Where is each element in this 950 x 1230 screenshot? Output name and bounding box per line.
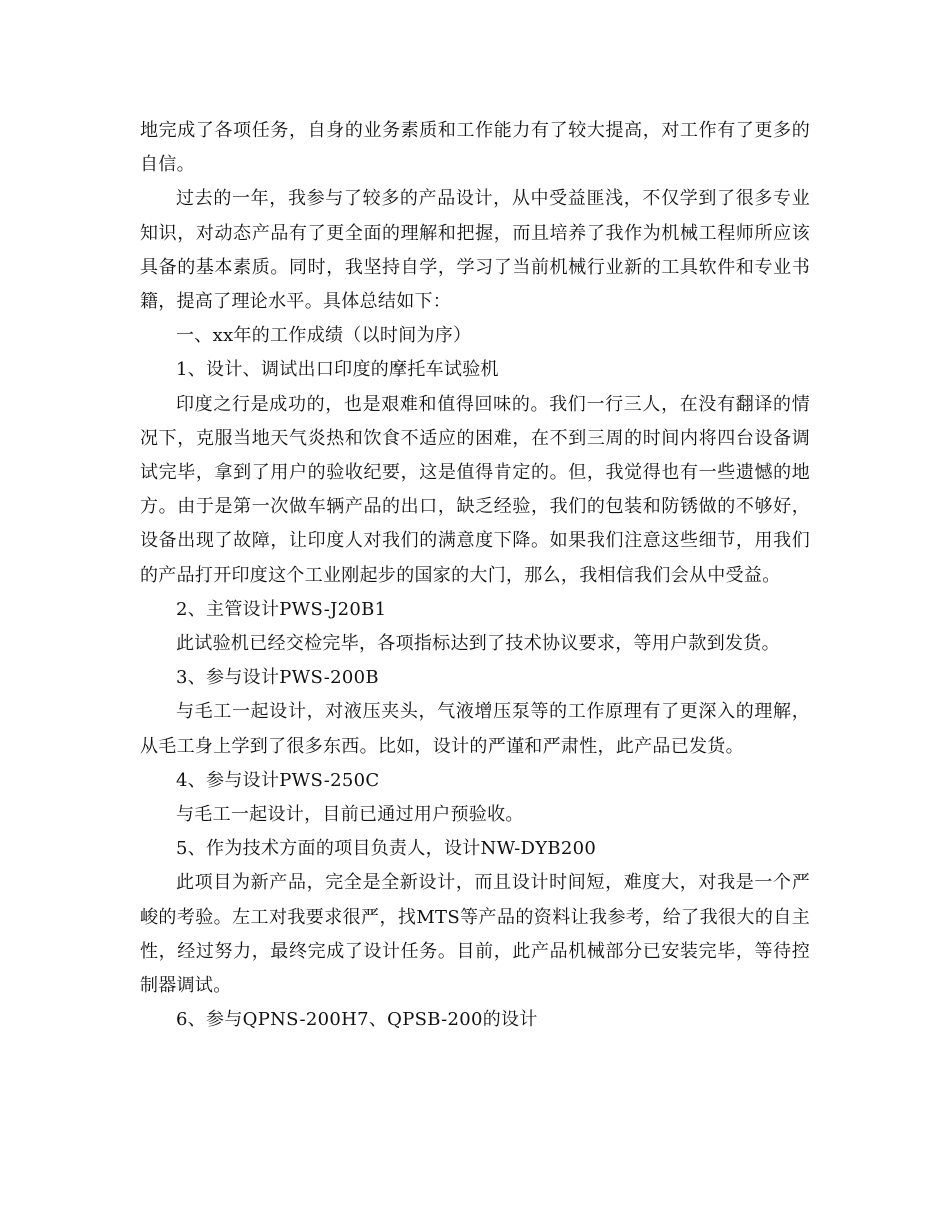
section-heading-achievements: 一、xx年的工作成绩（以时间为序） [176,325,472,347]
item-body-5: 此项目为新产品，完全是全新设计，而且设计时间短，难度大，对我是一个严峻的考验。左工对我要求很严，找MTS等产品的资料让我参考，给了我很大的自主性，经过努力，最终完成了设计任务。目前，此产品机械部分已安装完毕，等待控制器调试。 [140,872,810,997]
item-heading-2: 2、主管设计PWS-J20B1 [176,598,387,620]
item-body-1: 印度之行是成功的，也是艰难和值得回味的。我们一行三人，在没有翻译的情况下，克服当地天气炎热和饮食不适应的困难，在不到三周的时间内将四台设备调试完毕，拿到了用户的验收纪要，这是值得肯定的。但，我觉得也有一些遗憾的地方。由于是第一次做车辆产品的出口，缺乏经验，我们的包装和防锈做的不够好，设备出现了故障，让印度人对我们的满意度下降。如果我们注意这些细节，用我们的产品打开印度这个工业刚起步的国家的大门，那么，我相信我们会从中受益。 [140,393,810,586]
item-heading-4: 4、参与设计PWS-250C [176,769,380,791]
item-heading-1: 1、设计、调试出口印度的摩托车试验机 [176,359,499,381]
item-body-2: 此试验机已经交检完毕，各项指标达到了技术协议要求，等用户款到发货。 [176,633,780,655]
paragraph-summary-intro: 过去的一年，我参与了较多的产品设计，从中受益匪浅，不仅学到了很多专业知识，对动态产品有了更全面的理解和把握，而且培养了我作为机械工程师所应该具备的基本素质。同时，我坚持自学，学习了当前机械行业新的工具软件和专业书籍，提高了理论水平。具体总结如下： [140,188,810,313]
document-body [140,114,810,1037]
item-body-3: 与毛工一起设计，对液压夹头，气液增压泵等的工作原理有了更深入的理解，从毛工身上学到了很多东西。比如，设计的严谨和严肃性，此产品已发货。 [140,701,810,757]
item-heading-3: 3、参与设计PWS-200B [176,667,379,689]
item-body-4: 与毛工一起设计，目前已通过用户预验收。 [176,804,524,826]
item-heading-5: 5、作为技术方面的项目负责人，设计NW-DYB200 [176,838,597,860]
paragraph-continuation: 地完成了各项任务，自身的业务素质和工作能力有了较大提高，对工作有了更多的自信。 [140,120,810,176]
item-heading-6: 6、参与QPNS-200H7、QPSB-200的设计 [176,1009,538,1031]
